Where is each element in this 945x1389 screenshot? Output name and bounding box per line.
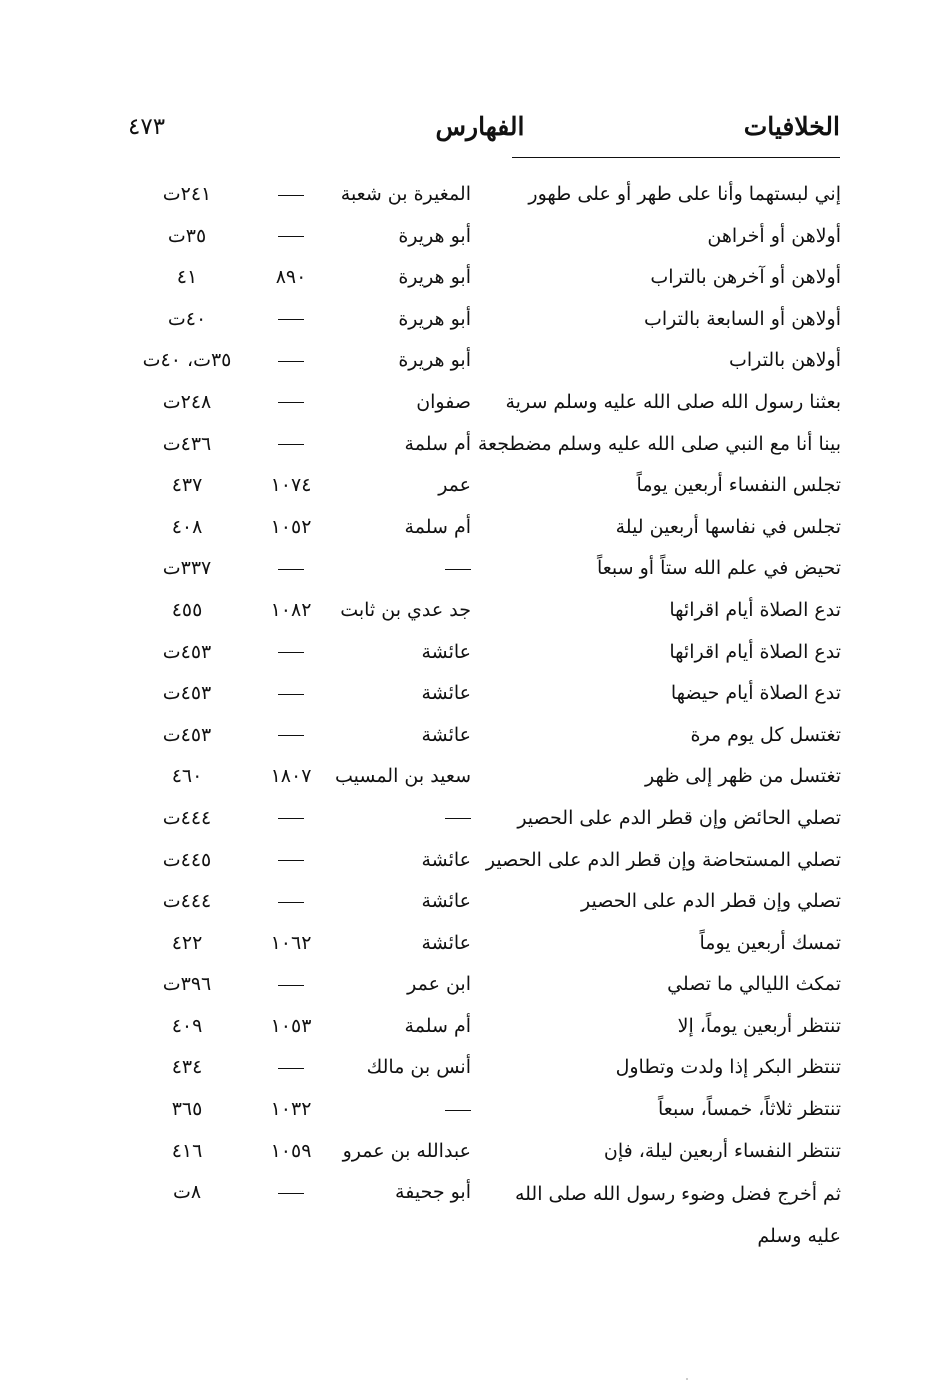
hadith-text: تصلي وإن قطر الدم على الحصير xyxy=(581,890,841,913)
hadith-number xyxy=(259,305,323,333)
page-reference: ٤٥٥ xyxy=(171,598,203,621)
index-row xyxy=(125,715,841,757)
narrator-name: عائشة xyxy=(421,890,471,913)
narrator-name: عمر xyxy=(438,474,471,497)
narrator-name: أنس بن مالك xyxy=(366,1056,471,1079)
narrator-name: عائشة xyxy=(421,931,471,954)
page-reference: ٤٠ت xyxy=(167,307,207,330)
hadith-text: تنتظر النفساء أربعين ليلة، فإن xyxy=(603,1139,841,1162)
narrator-name: عائشة xyxy=(421,682,471,705)
index-row xyxy=(125,340,841,382)
index-row xyxy=(125,632,841,674)
index-row xyxy=(125,798,841,840)
narrator-name: ابن عمر xyxy=(407,973,471,996)
empty-dash xyxy=(278,818,304,819)
hadith-number xyxy=(259,180,323,208)
index-row xyxy=(125,507,841,549)
page-reference: ٣٥ت xyxy=(167,224,207,247)
narrator-name: أبو هريرة xyxy=(398,266,471,289)
hadith-number xyxy=(259,679,323,707)
page-reference: ٤٣٤ xyxy=(171,1056,203,1079)
page-reference: ٤٤٤ت xyxy=(162,806,212,829)
hadith-text: تدع الصلاة أيام حيضها xyxy=(670,682,841,705)
narrator-name: المغيرة بن شعبة xyxy=(340,183,471,205)
empty-dash xyxy=(445,818,471,819)
hadith-text: تمسك أربعين يوماً xyxy=(699,931,841,954)
hadith-text: أولاهن بالتراب xyxy=(728,349,841,372)
index-row xyxy=(125,923,841,965)
index-row xyxy=(125,756,841,798)
narrator-name: عائشة xyxy=(421,640,471,663)
hadith-number xyxy=(259,1053,323,1081)
hadith-number: ١٠٧٤ xyxy=(270,474,312,497)
page-reference: ٤٤٥ت xyxy=(162,848,212,871)
book-title: الخلافيات xyxy=(743,112,840,141)
hadith-number xyxy=(259,346,323,374)
index-row xyxy=(125,382,841,424)
index-row xyxy=(125,1131,841,1173)
narrator-name: سعيد بن المسيب xyxy=(334,765,471,788)
page-reference: ٤٣٦ت xyxy=(162,432,212,455)
empty-dash xyxy=(278,444,304,445)
hadith-number xyxy=(259,846,323,874)
index-row xyxy=(125,964,841,1006)
page-reference: ٣٥ت، ٤٠ت xyxy=(142,349,232,372)
page-reference: ٤٥٣ت xyxy=(162,682,212,705)
empty-dash xyxy=(278,902,304,903)
hadith-number: ١٠٦٢ xyxy=(270,931,312,954)
header-rule xyxy=(512,157,840,158)
hadith-text: أولاهن أو السابعة بالتراب xyxy=(643,307,841,330)
narrator-name: أبو هريرة xyxy=(398,307,471,330)
hadith-text: إني لبستهما وأنا على طهر أو على طهور xyxy=(528,183,841,205)
empty-dash xyxy=(278,652,304,653)
hadith-text: بعثنا رسول الله صلى الله عليه وسلم سرية xyxy=(505,390,841,413)
page-reference: ٣٣٧ت xyxy=(162,557,212,580)
narrator-name: أم سلمة xyxy=(404,1014,471,1037)
empty-dash xyxy=(278,361,304,362)
page-number: ٤٧٣ xyxy=(128,114,166,140)
narrator-name: جد عدي بن ثابت xyxy=(340,598,471,621)
empty-dash xyxy=(278,985,304,986)
index-row xyxy=(125,1089,841,1131)
page-reference: ٣٦٥ xyxy=(171,1098,203,1121)
index-row xyxy=(125,590,841,632)
index-row xyxy=(125,257,841,299)
narrator-name: صفوان xyxy=(416,390,471,413)
narrator-name: أبو جحيفة xyxy=(395,1181,471,1204)
empty-dash xyxy=(278,195,304,196)
hadith-number: ١٠٥٣ xyxy=(270,1014,312,1037)
index-row xyxy=(125,299,841,341)
hadith-text: تحيض في علم الله ستاً أو سبعاً xyxy=(596,557,841,580)
narrator-name: عائشة xyxy=(421,848,471,871)
hadith-number xyxy=(259,1178,323,1206)
hadith-text: تنتظر البكر إذا ولدت وتطاول xyxy=(615,1056,841,1079)
hadith-text: تغتسل من ظهر إلى ظهر xyxy=(645,765,841,788)
hadith-number: ١٠٨٢ xyxy=(270,598,312,621)
hadith-number xyxy=(259,554,323,582)
hadith-number xyxy=(259,887,323,915)
hadith-number xyxy=(259,388,323,416)
index-row xyxy=(125,216,841,258)
narrator-name: أبو هريرة xyxy=(398,349,471,372)
index-row xyxy=(125,1047,841,1089)
page-reference: ٢٤٨ت xyxy=(162,390,212,413)
empty-dash xyxy=(278,319,304,320)
hadith-text: تصلي المستحاضة وإن قطر الدم على الحصير xyxy=(485,848,841,871)
index-row xyxy=(125,881,841,923)
section-title: الفهارس xyxy=(435,112,525,141)
empty-dash xyxy=(278,1068,304,1069)
index-row xyxy=(125,840,841,882)
narrator-name: أبو هريرة xyxy=(398,224,471,247)
page-reference: ٤٠٩ xyxy=(171,1014,203,1037)
page-reference: ٤٦٠ xyxy=(171,765,203,788)
empty-dash xyxy=(278,860,304,861)
page-reference: ٢٤١ت xyxy=(162,183,212,205)
empty-dash xyxy=(278,1193,304,1194)
hadith-text: ثم أخرج فضل وضوء رسول الله صلى الله عليه وسلم xyxy=(514,1183,841,1248)
index-row xyxy=(125,548,841,590)
hadith-text: أولاهن أو أخراهن xyxy=(707,224,841,247)
page-reference: ٨ت xyxy=(172,1181,202,1204)
hadith-text: تمكث الليالي ما تصلي xyxy=(667,973,841,996)
hadith-number: ١٠٥٢ xyxy=(270,515,312,538)
page-reference: ٤٥٣ت xyxy=(162,723,212,746)
narrator-name: أم سلمة xyxy=(404,432,471,455)
page-reference: ٤١ xyxy=(176,266,198,289)
narrator-name: عائشة xyxy=(421,723,471,746)
hadith-text: تدع الصلاة أيام اقرائها xyxy=(669,598,841,621)
narrator-name: عبدالله بن عمرو xyxy=(342,1139,471,1162)
hadith-number xyxy=(259,970,323,998)
hadith-text: بينا أنا مع النبي صلى الله عليه وسلم مضطجعة xyxy=(477,432,841,455)
empty-dash xyxy=(445,1110,471,1111)
empty-dash xyxy=(278,402,304,403)
page-reference: ٤٤٤ت xyxy=(162,890,212,913)
empty-dash xyxy=(278,569,304,570)
hadith-index-table xyxy=(125,174,841,1254)
narrator-name xyxy=(341,1095,471,1123)
hadith-number: ١٠٥٩ xyxy=(270,1139,312,1162)
narrator-name: أم سلمة xyxy=(404,515,471,538)
page-reference: ٤٢٢ xyxy=(171,931,203,954)
empty-dash xyxy=(278,236,304,237)
page-reference: ٤٠٨ xyxy=(171,515,203,538)
hadith-text: تنتظر أربعين يوماً، إلا xyxy=(677,1014,841,1037)
hadith-number: ٨٩٠ xyxy=(275,266,307,289)
page-reference: ٤١٦ xyxy=(171,1139,203,1162)
empty-dash xyxy=(278,735,304,736)
hadith-number: ١٠٣٢ xyxy=(270,1098,312,1121)
index-row xyxy=(125,424,841,466)
empty-dash xyxy=(445,569,471,570)
hadith-text: تجلس في نفاسها أربعين ليلة xyxy=(615,515,841,538)
index-row xyxy=(125,174,841,216)
index-row xyxy=(125,1006,841,1048)
empty-dash xyxy=(278,694,304,695)
hadith-text: تصلي الحائض وإن قطر الدم على الحصير xyxy=(517,806,841,829)
running-header xyxy=(120,108,840,152)
hadith-text: تدع الصلاة أيام اقرائها xyxy=(669,640,841,663)
narrator-name xyxy=(341,554,471,582)
hadith-text: تنتظر ثلاثاً، خمساً، سبعاً xyxy=(658,1098,841,1121)
print-speck xyxy=(686,1378,688,1380)
hadith-text: تغتسل كل يوم مرة xyxy=(690,723,841,746)
hadith-number xyxy=(259,222,323,250)
hadith-number xyxy=(259,430,323,458)
index-row xyxy=(125,673,841,715)
hadith-text: تجلس النفساء أربعين يوماً xyxy=(636,474,841,497)
hadith-number xyxy=(259,638,323,666)
hadith-number: ١٨٠٧ xyxy=(270,765,312,788)
page-reference: ٣٩٦ت xyxy=(162,973,212,996)
page-reference: ٤٣٧ xyxy=(171,474,203,497)
index-row xyxy=(125,465,841,507)
narrator-name xyxy=(341,804,471,832)
index-row xyxy=(125,1172,841,1254)
hadith-number xyxy=(259,721,323,749)
hadith-number xyxy=(259,804,323,832)
page-reference: ٤٥٣ت xyxy=(162,640,212,663)
hadith-text: أولاهن أو آخرهن بالتراب xyxy=(650,266,841,289)
